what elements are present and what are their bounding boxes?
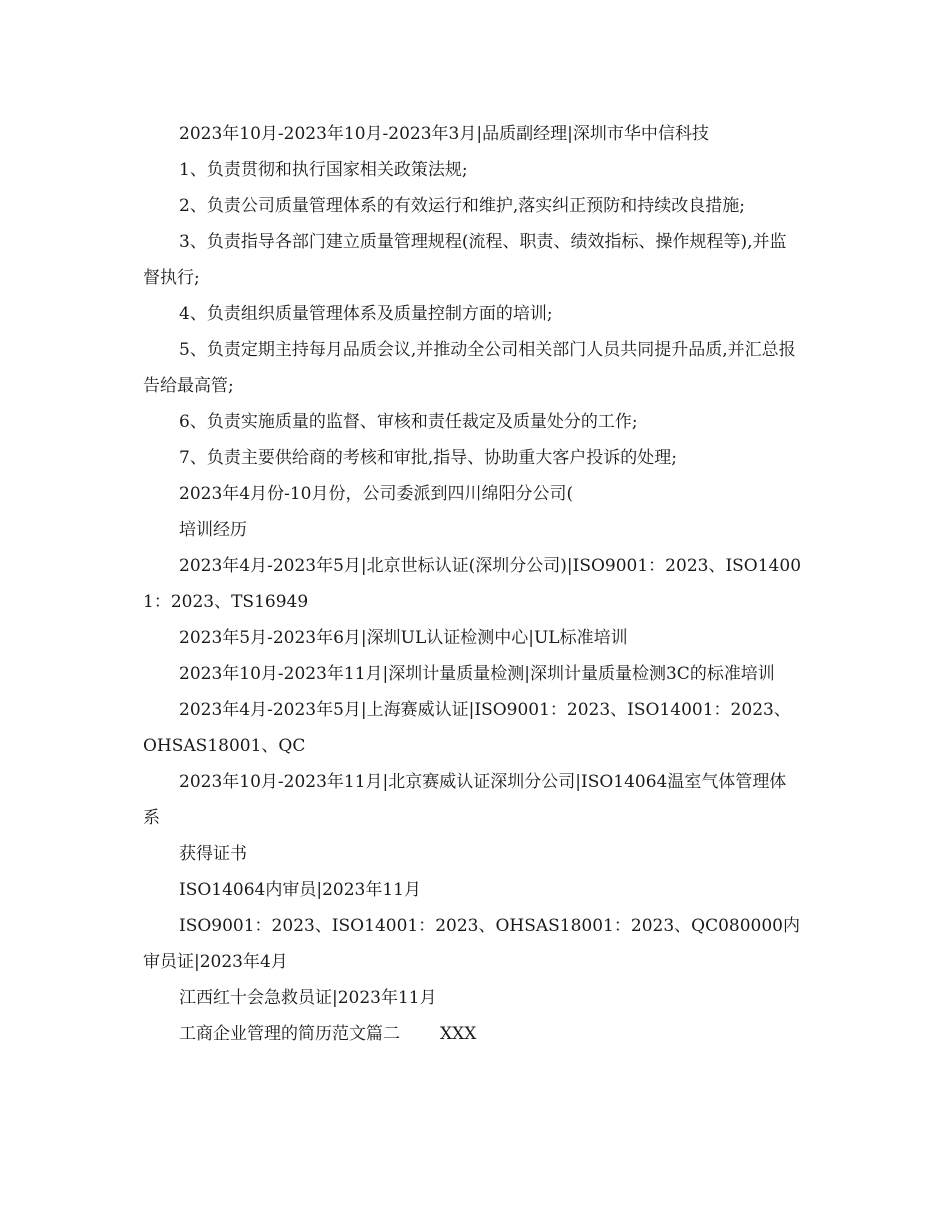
candidate-name: XXX xyxy=(440,1024,477,1044)
training-entry: 2023年5月-2023年6月|深圳UL认证检测中心|UL标准培训 xyxy=(179,628,628,648)
certificate-entry: ISO14064内审员|2023年11月 xyxy=(179,880,422,900)
duty-item-5: 5、负责定期主持每月品质会议,并推动全公司相关部门人员共同提升品质,并汇总报告给最高管; xyxy=(143,340,796,396)
training-entry: 2023年10月-2023年11月|北京赛威认证深圳分公司|ISO14064温室气体管理体系 xyxy=(143,772,787,828)
certificate-entry: 江西红十会急救员证|2023年11月 xyxy=(179,988,437,1008)
duty-item-4: 4、负责组织质量管理体系及质量控制方面的培训; xyxy=(179,304,553,324)
section-heading-certificates: 获得证书 xyxy=(179,844,247,864)
training-entry: 2023年4月-2023年5月|上海赛威认证|ISO9001：2023、ISO14001：2023、OHSAS18001、QC xyxy=(143,700,791,756)
job-entry-header: 2023年10月-2023年10月-2023年3月|品质副经理|深圳市华中信科技 xyxy=(179,124,709,144)
resume-body xyxy=(143,116,803,1052)
duty-item-7: 7、负责主要供给商的考核和审批,指导、协助重大客户投诉的处理; xyxy=(179,448,677,468)
next-resume-title: 工商企业管理的简历范文篇二 xyxy=(179,1024,400,1044)
duty-item-6: 6、负责实施质量的监督、审核和责任裁定及质量处分的工作; xyxy=(179,412,638,432)
section-heading-training: 培训经历 xyxy=(179,520,247,540)
next-resume-title-line xyxy=(143,1016,803,1052)
duty-item-3: 3、负责指导各部门建立质量管理规程(流程、职责、绩效指标、操作规程等),并监督执行; xyxy=(143,232,787,288)
duty-item-1: 1、负责贯彻和执行国家相关政策法规; xyxy=(179,160,468,180)
duty-item-2: 2、负责公司质量管理体系的有效运行和维护,落实纠正预防和持续改良措施; xyxy=(179,196,745,216)
assignment-note: 2023年4月份-10月份，公司委派到四川绵阳分公司( xyxy=(179,484,574,504)
certificate-entry: ISO9001：2023、ISO14001：2023、OHSAS18001：2023、QC080000内审员证|2023年4月 xyxy=(143,916,800,972)
training-entry: 2023年10月-2023年11月|深圳计量质量检测|深圳计量质量检测3C的标准培训 xyxy=(179,664,775,684)
training-entry: 2023年4月-2023年5月|北京世标认证(深圳分公司)|ISO9001：2023、ISO14001：2023、TS16949 xyxy=(143,556,802,612)
